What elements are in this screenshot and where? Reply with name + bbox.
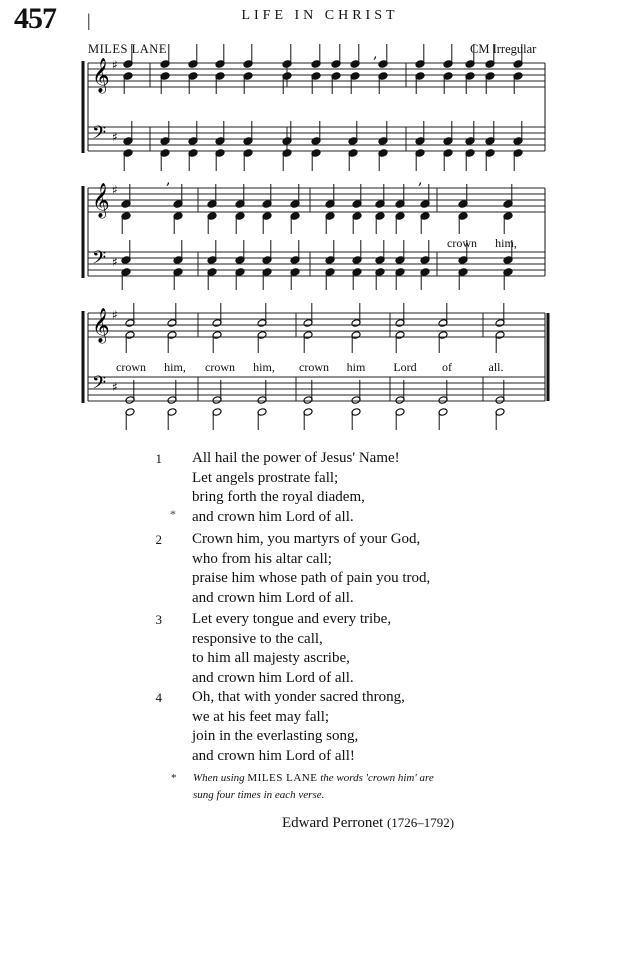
treble-clef-icon: 𝄞	[92, 58, 110, 93]
verse-line: bring forth the royal diadem,	[192, 489, 365, 505]
verse-line: All hail the power of Jesus' Name!	[192, 450, 400, 466]
lyric-syllable: of	[442, 360, 452, 374]
author-dates: (1726–1792)	[386, 815, 455, 830]
verse-number: 1	[155, 451, 162, 466]
verse-line: and crown him Lord of all.	[192, 589, 354, 606]
verse-line: and crown him Lord of all!	[192, 747, 355, 764]
breath-mark-icon: ,	[418, 172, 423, 188]
sharp-icon: ♯	[112, 255, 118, 269]
verse-line: Crown him, you martyrs of your God,	[192, 531, 421, 547]
verse-number: 2	[155, 532, 162, 547]
verse-line: to him all majesty ascribe,	[192, 650, 350, 666]
footnote-marker: *	[171, 772, 177, 784]
hymn-number: 457	[14, 2, 56, 35]
verse-2	[140, 530, 520, 608]
lyric-syllable: him,	[253, 360, 275, 374]
verse-line: responsive to the call,	[192, 630, 323, 647]
bass-clef-icon: 𝄢	[92, 373, 107, 398]
sharp-icon: ♯	[112, 380, 118, 394]
tune-name: MILES LANE	[88, 42, 167, 56]
footnote-text: the words 'crown him' are	[320, 772, 434, 784]
sharp-icon: ♯	[112, 308, 118, 322]
sharp-icon: ♯	[112, 58, 118, 72]
verse-line: and crown him Lord of all.	[192, 508, 354, 525]
bass-clef-icon: 𝄢	[92, 123, 107, 148]
lyric-syllable: all.	[488, 360, 504, 374]
footnote-text: sung four times in each verse.	[193, 789, 325, 801]
verse-line: join in the everlasting song,	[192, 728, 359, 744]
verse-number: 3	[155, 612, 162, 627]
lyric-syllable: him,	[164, 360, 186, 374]
sharp-icon: ♯	[112, 183, 118, 197]
lyric-syllable: him,	[495, 236, 517, 250]
meter: CM Irregular	[470, 42, 537, 56]
verse-line: who from his altar call;	[192, 550, 332, 567]
treble-clef-icon: 𝄞	[92, 308, 110, 343]
verse-number: 4	[155, 690, 162, 705]
footnote	[171, 770, 505, 804]
section-title: LIFE IN CHRIST	[241, 8, 399, 23]
verse-line: Oh, that with yonder sacred throng,	[192, 689, 405, 705]
verse-line: we at his feet may fall;	[192, 708, 330, 725]
breath-mark-icon: ,	[166, 172, 171, 188]
lyric-syllable: crown	[299, 360, 329, 374]
footnote-tune-name: MILES LANE	[247, 772, 318, 784]
verse-1	[140, 449, 520, 527]
verse-3	[140, 610, 520, 688]
verse-line: praise him whose path of pain you trod,	[192, 570, 431, 586]
author-attribution	[282, 815, 454, 832]
lyric-syllable: crown	[116, 360, 146, 374]
verse-4	[140, 688, 520, 766]
lyric-syllable: him	[346, 360, 366, 374]
verse-line: Let angels prostrate fall;	[192, 469, 339, 486]
bass-clef-icon: 𝄢	[92, 248, 107, 273]
breath-mark-icon: ,	[373, 46, 378, 62]
treble-clef-icon: 𝄞	[92, 183, 110, 218]
lyric-syllable: crown	[447, 236, 477, 250]
lyric-syllable: Lord	[393, 360, 417, 374]
verse-line: Let every tongue and every tribe,	[192, 611, 392, 627]
lyric-syllable: crown	[205, 360, 235, 374]
footnote-text: When using	[193, 772, 245, 784]
verse-line: and crown him Lord of all.	[192, 669, 354, 686]
sharp-icon: ♯	[112, 130, 118, 144]
number-divider: |	[87, 10, 91, 30]
footnote-marker: *	[170, 507, 176, 521]
author-name: Edward Perronet	[282, 815, 384, 831]
